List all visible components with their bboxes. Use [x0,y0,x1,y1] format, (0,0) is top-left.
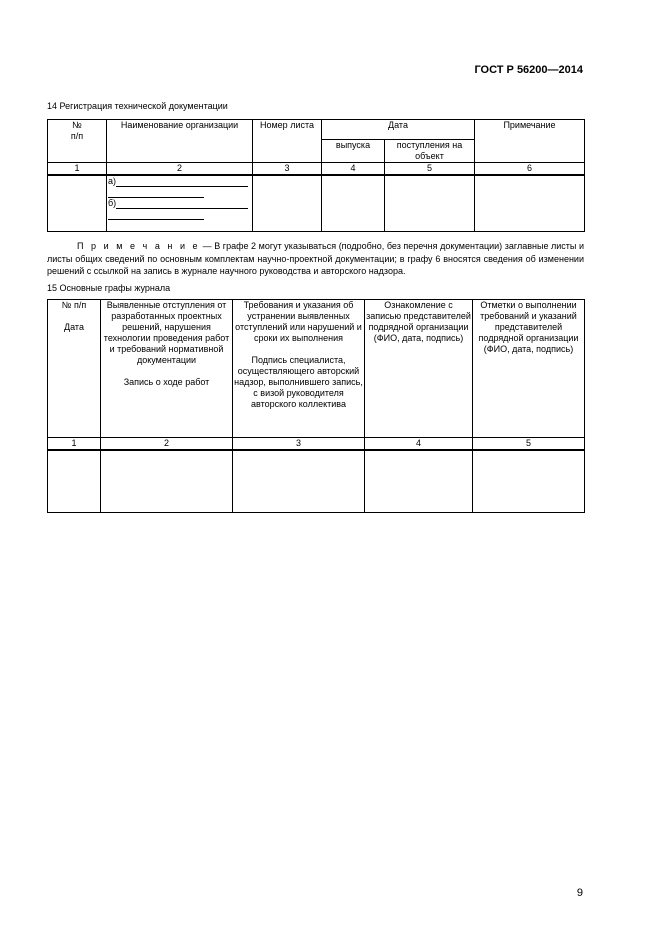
table-note [47,240,584,278]
data-cell [473,450,585,512]
note-text: — В графе 2 могут указываться (подробно, без перечня документации) заглавные листы и листы общих сведений по основным комплектам научно-проектной документации; в графу 6 вносятся сведения об изменении решений с ссылкой на запись в журнале научного руководства и авторского надзора. [47,241,584,276]
data-cell [253,175,322,231]
section-15-title: 15 Основные графы журнала [47,283,171,293]
data-cell [385,175,475,231]
journal-columns-table [47,299,585,513]
col1-header-line2: Дата [64,322,84,332]
item-a-label: а) [108,176,117,186]
num-cell: 4 [322,163,385,176]
fill-line [116,199,248,209]
col-receipt-header: поступления на объект [385,140,475,163]
num-cell: 2 [101,438,233,451]
fill-line [116,177,248,187]
num-cell: 1 [48,163,107,176]
data-cell [101,450,233,512]
col2-header-part2: Запись о ходе работ [123,377,210,387]
num-cell: 3 [233,438,365,451]
note-label: П р и м е ч а н и е [77,241,201,251]
col3-header-part1: Требования и указания об устранении выявленных отступлений или нарушений и сроки их выполнения [235,300,362,343]
col3-header-part2: Подпись специалиста, осуществляющего авторский надзор, выполнившего запись, с визой руководителя авторского коллектива [234,355,363,409]
num-cell: 1 [48,438,101,451]
num-cell: 5 [473,438,585,451]
num-cell: 5 [385,163,475,176]
data-cell [322,175,385,231]
documentation-registration-table [47,119,585,232]
col3-header [233,300,365,438]
data-cell [48,450,101,512]
data-cell [48,175,107,231]
fill-line [108,188,204,198]
col-issue-header: выпуска [322,140,385,163]
col2-header [101,300,233,438]
col-no-header: № п/п [48,120,107,163]
col4-header: Ознакомление с записью представителей подрядной организации (ФИО, дата, подпись) [365,300,473,438]
item-b-label: б) [108,198,117,208]
col-note-header: Примечание [475,120,585,163]
data-cell [365,450,473,512]
col2-header-part1: Выявленные отступления от разработанных проектных решений, нарушения технологии проведения работ и требований нормативной документации [103,300,230,365]
col-date-header: Дата [322,120,475,140]
col1-header-line1: № п/п [61,300,87,310]
standard-header: ГОСТ Р 56200—2014 [474,64,583,76]
col-org-header: Наименование организации [107,120,253,163]
num-cell: 2 [107,163,253,176]
fill-line [108,210,204,220]
col5-header: Отметки о выполнении требований и указаний представителей подрядной организации (ФИО, дата, подпись) [473,300,585,438]
num-cell: 6 [475,163,585,176]
org-entries-cell [107,175,253,231]
data-cell [233,450,365,512]
col-sheet-header: Номер листа [253,120,322,163]
page-number: 9 [576,887,583,899]
col1-header [48,300,101,438]
section-14-title: 14 Регистрация технической документации [47,101,228,111]
num-cell: 3 [253,163,322,176]
num-cell: 4 [365,438,473,451]
data-cell [475,175,585,231]
